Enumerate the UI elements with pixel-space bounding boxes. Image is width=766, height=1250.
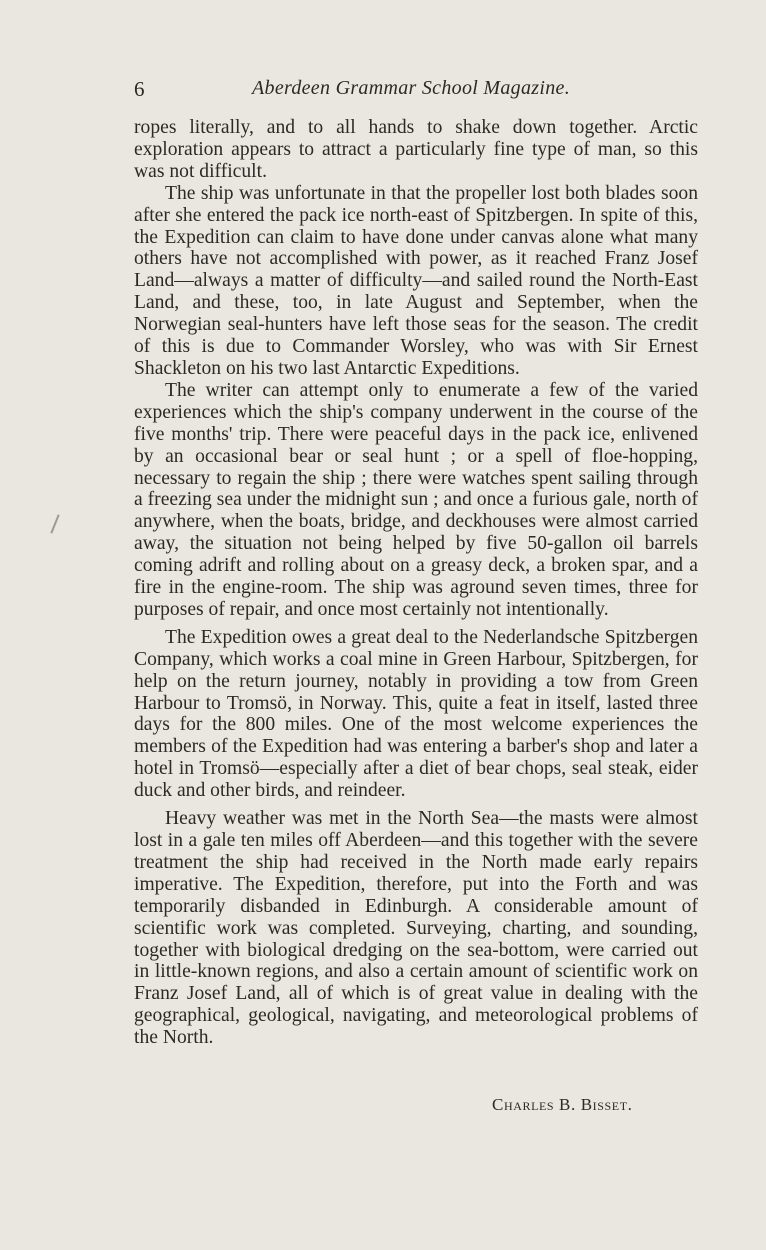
paragraph-continuation: ropes literally, and to all hands to shake down together. Arctic exploration appears to attract a particularly fine type of man, so this was not difficult. bbox=[134, 117, 698, 182]
paragraph-spitzbergen-company: The Expedition owes a great deal to the Nederlandsche Spitzbergen Company, which works a coal mine in Green Harbour, Spitzbergen, for help on the return journey, notably in providing a tow from Green Harbour to Tromsö, in Norway. This, quite a feat in itself, lasted three days for the 800 miles. One of the most welcome experiences the members of the Expedition had was entering a barber's shop and later a hotel in Tromsö—especially after a diet of bear chops, seal steak, eider duck and other birds, and reindeer. bbox=[134, 626, 698, 802]
running-title: Aberdeen Grammar School Magazine. bbox=[252, 77, 570, 99]
paragraph-experiences: The writer can attempt only to enumerate a few of the varied experiences which the ship's company underwent in the course of the five months' trip. There were peaceful days in the pack ice, enlivened by an occasional bear or seal hunt ; or a spell of floe-hopping, necessary to regain the ship ; there were watches spent sailing through a freezing sea under the midnight sun ; and once a furious gale, north of anywhere, when the boats, bridge, and deckhouses were almost carried away, the situation not being helped by five 50-gallon oil barrels coming adrift and rolling about on a greasy deck, a broken spar, and a fire in the engine-room. The ship was aground seven times, three for purposes of repair, and once most certainly not intentionally. bbox=[134, 379, 698, 620]
author-signature: Charles B. Bisset. bbox=[492, 1095, 633, 1114]
paragraph-propeller: The ship was unfortunate in that the propeller lost both blades soon after she entered the pack ice north-east of Spitzbergen. In spite of this, the Expedition can claim to have done under canvas alone what many others have not accomplished with power, as it reached Franz Josef Land—always a matter of difficulty—and sailed round the North-East Land, and these, too, in late August and September, when the Norwegian seal-hunters have left those seas for the season. The credit of this is due to Commander Worsley, who was with Sir Ernest Shackleton on his two last Antarctic Expeditions. bbox=[134, 182, 698, 379]
paragraph-north-sea: Heavy weather was met in the North Sea—the masts were almost lost in a gale ten miles off Aberdeen—and this together with the severe treatment the ship had received in the North made early repairs imperative. The Expedition, therefore, put into the Forth and was temporarily disbanded in Edinburgh. A considerable amount of scientific work was completed. Surveying, charting, and sounding, together with biological dredging on the sea-bottom, were carried out in little-known regions, and also a certain amount of scientific work on Franz Josef Land, all of which is of great value in dealing with the geographical, geological, navigating, and meteorological problems of the North. bbox=[134, 808, 698, 1049]
page-header bbox=[134, 77, 704, 105]
article-body bbox=[134, 117, 698, 1049]
page-number: 6 bbox=[134, 77, 145, 101]
pencil-mark bbox=[50, 514, 59, 533]
